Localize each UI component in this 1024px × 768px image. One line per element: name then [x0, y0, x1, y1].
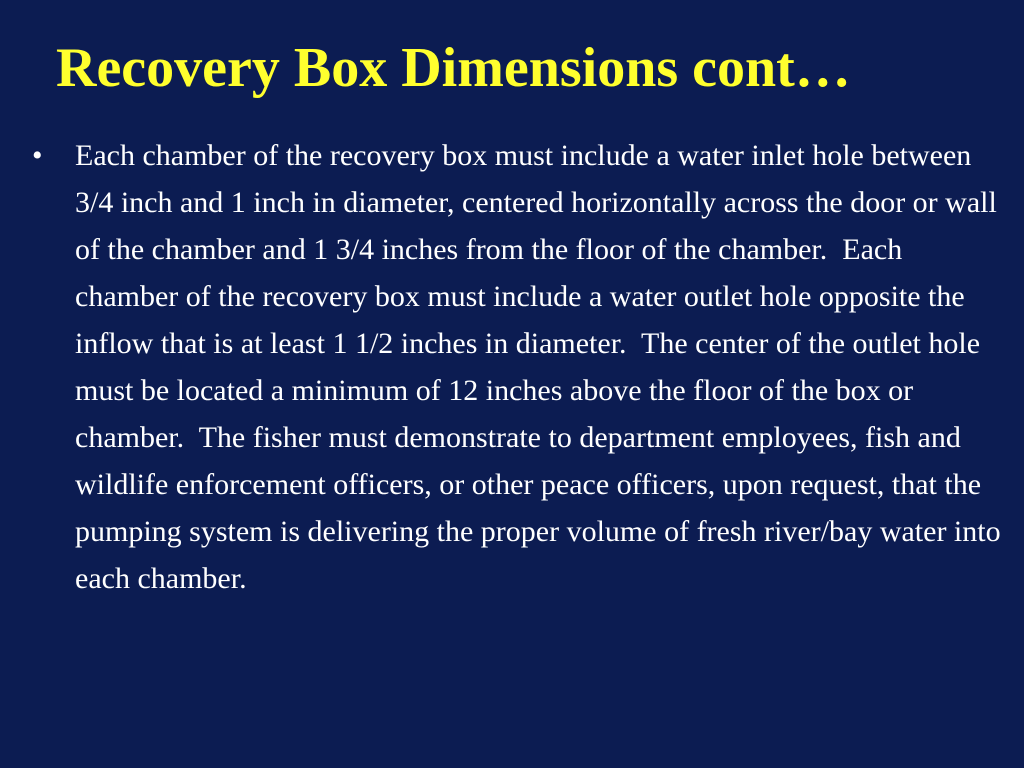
bullet-item	[28, 132, 1009, 602]
slide-title: Recovery Box Dimensions cont…	[56, 37, 851, 99]
slide-body	[28, 132, 1009, 602]
bullet-text: Each chamber of the recovery box must include a water inlet hole between 3/4 inch and 1 inch in diameter, centered horizontally across the door or wall of the chamber and 1 3/4 inches from the floor of the chamber. Each chamber of the recovery box must include a water outlet hole opposite the inflow that is at least 1 1/2 inches in diameter. The center of the outlet hole must be located a minimum of 12 inches above the floor of the box or chamber. The fisher must demonstrate to department employees, fish and wildlife enforcement officers, or other peace officers, upon request, that the pumping system is delivering the proper volume of fresh river/bay water into each chamber.	[75, 139, 1009, 595]
bullet-marker: •	[32, 139, 43, 172]
